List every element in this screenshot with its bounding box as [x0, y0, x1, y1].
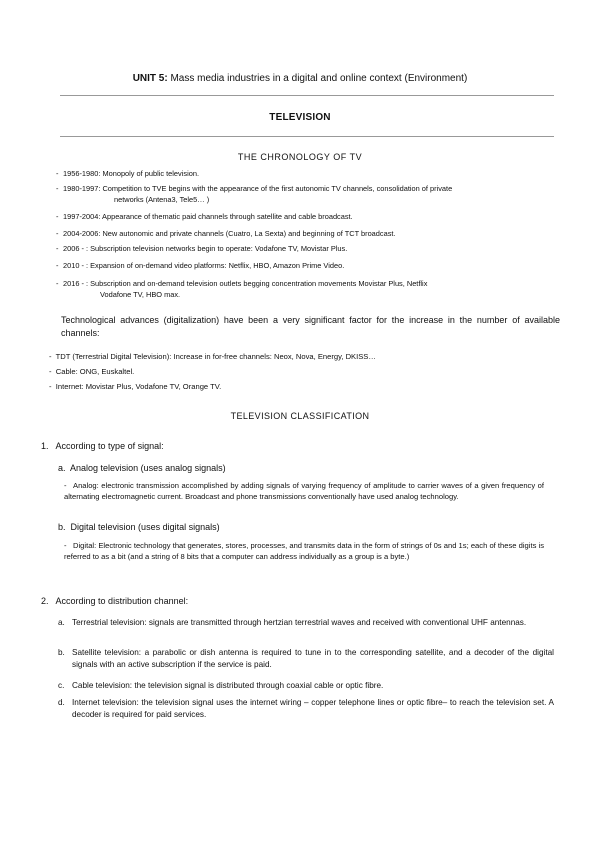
section-1-heading: 1. According to type of signal:	[41, 441, 164, 451]
chronology-heading: THE CHRONOLOGY OF TV	[237, 152, 363, 162]
channel-item: - TDT (Terrestrial Digital Television): Increase in for-free channels: Neox, Nova, Energy, DKISS…	[49, 352, 376, 361]
unit-title	[40, 73, 560, 84]
unit-label: UNIT 5:	[132, 73, 168, 84]
subsection-digital-heading: b. Digital television (uses digital signals)	[58, 522, 220, 532]
distribution-item: c. Cable television: the television signal is distributed through coaxial cable or optic fibre.	[58, 681, 384, 690]
subsection-analog-heading: a. Analog television (uses analog signals)	[58, 463, 226, 473]
chronology-item: - 2010 - : Expansion of on-demand video platforms: Netflix, HBO, Amazon Prime Video.	[56, 261, 345, 270]
chronology-item: - 1956-1980: Monopoly of public television.	[56, 169, 199, 178]
distribution-item: a. Terrestrial television: signals are transmitted through hertzian terrestrial waves and received with conventional UHF antennas.	[58, 618, 527, 627]
divider-title	[60, 136, 554, 137]
chronology-item: - 2006 - : Subscription television networks begin to operate: Vodafone TV, Movistar Plus.	[56, 244, 348, 253]
channel-item: - Cable: ONG, Euskaltel.	[49, 367, 135, 376]
channel-item: - Internet: Movistar Plus, Vodafone TV, Orange TV.	[49, 382, 222, 391]
analog-description: - Analog: electronic transmission accomplished by adding signals of varying frequency of amplitude to carrier waves of a given frequency of alternating electromagnetic current. Broadcast and phone transmissions conventionally have used analog technology.	[64, 481, 544, 501]
tech-paragraph: Technological advances (digitalization) have been a very significant factor for the increase in the number of available channels:	[61, 315, 560, 338]
section-2-heading: 2. According to distribution channel:	[41, 596, 189, 606]
chronology-item: - 1980-1997: Competition to TVE begins with the appearance of the first autonomic TV channels, consolidation of private networks (Antena3, Tele5… )	[56, 184, 453, 204]
distribution-item: b. Satellite television: a parabolic or dish antenna is required to tune in to the corresponding satellite, and a decoder of the digital signals with an active subscription if the service is paid.	[58, 648, 554, 669]
classification-heading: TELEVISION CLASSIFICATION	[230, 411, 370, 421]
chronology-item: - 2016 - : Subscription and on-demand television outlets begging concentration movements Movistar Plus, Netflix Vodafone TV, HBO max.	[56, 279, 428, 299]
page-title: TELEVISION	[269, 112, 331, 123]
distribution-item: d. Internet television: the television signal uses the internet wiring – copper telephone lines or optic fibre– to reach the television set. A decoder is required for paid services.	[58, 698, 554, 719]
divider-top	[60, 95, 554, 96]
chronology-item: - 2004-2006: New autonomic and private channels (Cuatro, La Sexta) and beginning of TCT broadcast.	[56, 229, 396, 238]
unit-subject: Mass media industries in a digital and online context (Environment)	[167, 73, 468, 84]
chronology-item: - 1997-2004: Appearance of thematic paid channels through satellite and cable broadcast.	[56, 212, 353, 221]
digital-description: - Digital: Electronic technology that generates, stores, processes, and transmits data in the form of strings of 0s and 1s; each of these digits is referred to as a bit (and a string of 8 bits that a computer can address individually as a group is a byte.)	[64, 541, 544, 561]
